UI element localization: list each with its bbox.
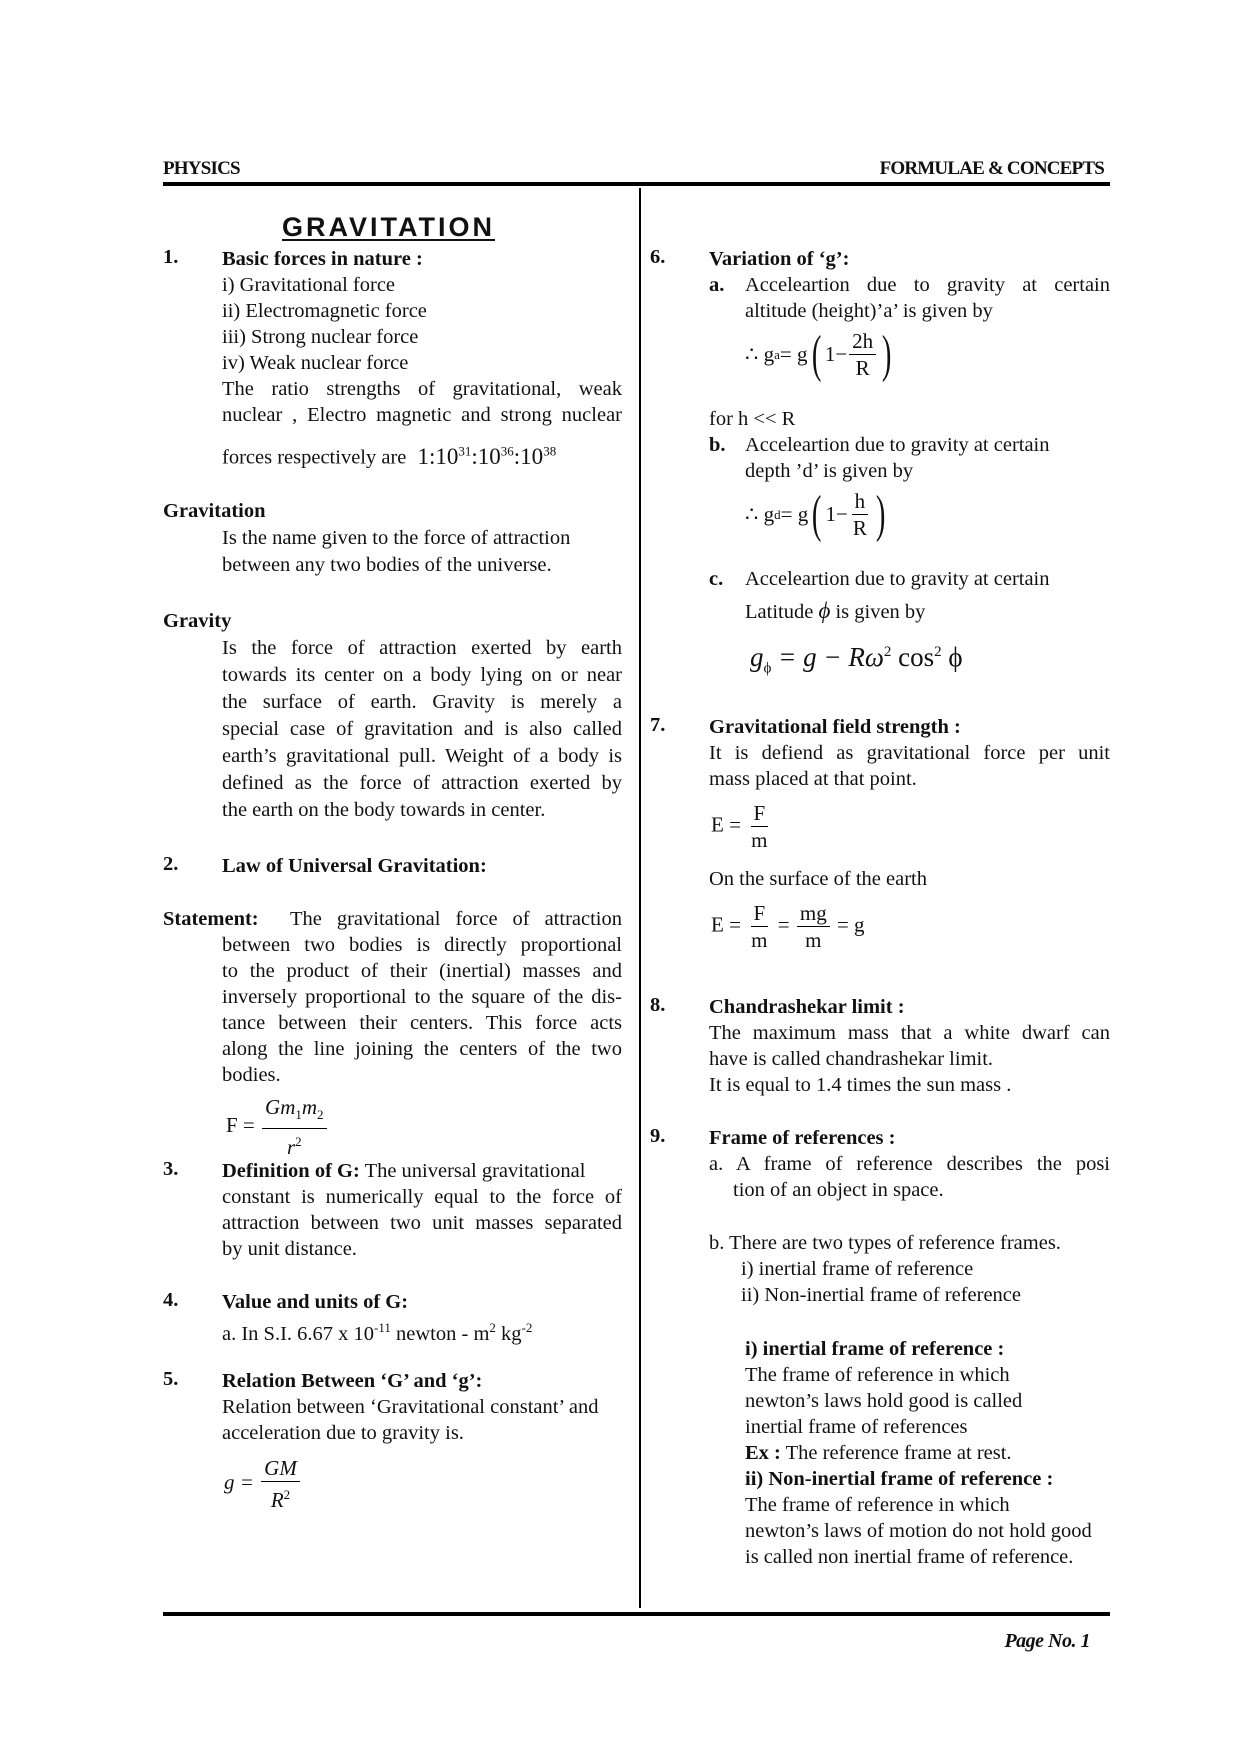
paragraph-line: inertial frame of references <box>745 1416 968 1438</box>
subsection-b-label: b. <box>709 434 726 456</box>
paragraph-line: special case of gravitation and is also called <box>222 718 622 740</box>
section-5-number: 5. <box>163 1368 179 1390</box>
gravity-heading: Gravity <box>163 610 232 632</box>
section-4-heading: Value and units of G: <box>222 1291 409 1313</box>
section-9-heading: Frame of references : <box>709 1127 896 1149</box>
latitude-formula: $g_\phi = g - R\omega^2$ $\cos^2 \phi$ <box>750 642 963 677</box>
paragraph-line: newton’s laws of motion do not hold good <box>745 1520 1092 1542</box>
paragraph-line: acceleration due to gravity is. <box>222 1422 464 1444</box>
paragraph-line: It is equal to 1.4 times the sun mass . <box>709 1074 1012 1096</box>
paragraph-line: tance between their centers. This force acts <box>222 1012 622 1034</box>
paragraph-line: earth’s gravitational pull. Weight of a body is <box>222 745 622 767</box>
paragraph-line: by unit distance. <box>222 1238 357 1260</box>
section-4-number: 4. <box>163 1289 179 1311</box>
frame-type-item: i) inertial frame of reference <box>741 1258 974 1280</box>
ratio-formula: $1:10^{31}:10^{36}:10^{38}$ <box>417 443 557 469</box>
paragraph-line: Acceleartion due to gravity at certain <box>745 434 1050 456</box>
paragraph-line: nuclear , Electro magnetic and strong nuclear <box>222 404 622 426</box>
section-6-heading: Variation of ‘g’: <box>709 248 850 270</box>
noninertial-heading: ii) Non-inertial frame of reference : <box>745 1468 1054 1490</box>
section-2-heading: Law of Universal Gravitation: <box>222 855 487 877</box>
paragraph-line: On the surface of the earth <box>709 868 927 890</box>
paragraph-line: is called non inertial frame of reference. <box>745 1546 1074 1568</box>
force-item: iii) Strong nuclear force <box>222 326 419 348</box>
paragraph-line: It is defiend as gravitational force per unit <box>709 742 1110 764</box>
statement-line: Statement: The gravitational force of attraction <box>163 908 622 930</box>
paragraph-line: Is the name given to the force of attraction <box>222 527 571 549</box>
paragraph-line: the surface of earth. Gravity is merely a <box>222 691 622 713</box>
footer-rule <box>163 1612 1110 1616</box>
latitude-line: Latitude ϕ is given by <box>745 598 926 623</box>
paragraph-line: a. A frame of reference describes the posi <box>709 1153 1110 1175</box>
paragraph-line: Is the force of attraction exerted by earth <box>222 637 622 659</box>
depth-formula: ∴ g d = g ( 1− $\frac{h}{R}$ ) <box>745 485 886 543</box>
paragraph-line: constant is numerically equal to the force of <box>222 1186 622 1208</box>
section-8-number: 8. <box>650 994 666 1016</box>
paragraph-line: towards its center on a body lying on or near <box>222 664 622 686</box>
inertial-heading: i) inertial frame of reference : <box>745 1338 1005 1360</box>
page-title: GRAVITATION <box>282 212 495 242</box>
force-item: ii) Electromagnetic force <box>222 300 427 322</box>
paragraph-line: mass placed at that point. <box>709 768 917 790</box>
section-8-heading: Chandrashekar limit : <box>709 996 905 1018</box>
paragraph-line: Acceleartion due to gravity at certain <box>745 568 1050 590</box>
subsection-a-label: a. <box>709 274 725 296</box>
paragraph-line: altitude (height)’a’ is given by <box>745 300 993 322</box>
paragraph-line: The frame of reference in which <box>745 1494 1010 1516</box>
section-1-number: 1. <box>163 246 179 268</box>
field-strength-formula: E = $\frac{F}{m}$ <box>711 801 768 852</box>
section-7-number: 7. <box>650 714 666 736</box>
header-title: FORMULAE & CONCEPTS <box>879 158 1104 179</box>
surface-field-formula: E = $\frac{F}{m}$ = $\frac{mg}{m}$ = g <box>711 901 865 952</box>
newton-gravitation-formula: F = $\frac{Gm_1m_2}{r^2}$ <box>226 1094 329 1160</box>
paragraph-line: along the line joining the centers of the two <box>222 1038 622 1060</box>
paragraph-line: The ratio strengths of gravitational, weak <box>222 378 622 400</box>
paragraph-line: to the product of their (inertial) masses and <box>222 960 622 982</box>
gravitation-heading: Gravitation <box>163 500 266 522</box>
column-divider <box>639 188 641 1608</box>
paragraph-line: newton’s laws hold good is called <box>745 1390 1023 1412</box>
paragraph-line: Relation between ‘Gravitational constant’ and <box>222 1396 599 1418</box>
example-line: Ex : The reference frame at rest. <box>745 1442 1012 1464</box>
paragraph-line: have is called chandrashekar limit. <box>709 1048 994 1070</box>
section-9-number: 9. <box>650 1125 666 1147</box>
section-2-number: 2. <box>163 853 179 875</box>
header-subject: PHYSICS <box>163 158 240 179</box>
paragraph-line: Acceleartion due to gravity at certain <box>745 274 1110 296</box>
paragraph-line: The frame of reference in which <box>745 1364 1010 1386</box>
force-item: iv) Weak nuclear force <box>222 352 409 374</box>
section-3-first-line: Definition of G: The universal gravitational <box>222 1160 586 1182</box>
condition-text: for h << R <box>709 408 796 430</box>
force-item: i) Gravitational force <box>222 274 396 296</box>
altitude-formula: ∴ g a = g ( 1− $\frac{2h}{R}$ ) <box>745 325 892 383</box>
paragraph-line: attraction between two unit masses separated <box>222 1212 622 1234</box>
section-7-heading: Gravitational field strength : <box>709 716 961 738</box>
paragraph-line: bodies. <box>222 1064 281 1086</box>
paragraph-line: inversely proportional to the square of the dis- <box>222 986 622 1008</box>
paragraph-line: b. There are two types of reference frames. <box>709 1232 1061 1254</box>
section-5-heading: Relation Between ‘G’ and ‘g’: <box>222 1370 483 1392</box>
paragraph-line: defined as the force of attraction exerted by <box>222 772 622 794</box>
page-number: Page No. 1 <box>1004 1630 1090 1652</box>
paragraph-line: between two bodies is directly proportional <box>222 934 622 956</box>
ratio-line <box>222 438 622 471</box>
ratio-text: forces respectively are <box>222 446 407 469</box>
subsection-c-label: c. <box>709 568 724 590</box>
paragraph-line: the earth on the body towards in center. <box>222 799 546 821</box>
frame-type-item: ii) Non-inertial frame of reference <box>741 1284 1022 1306</box>
section-1-heading: Basic forces in nature : <box>222 248 423 270</box>
g-relation-formula: g = $\frac{GM}{R^2}$ <box>224 1455 302 1513</box>
paragraph-line: between any two bodies of the universe. <box>222 554 552 576</box>
g-value-line: a. In S.I. 6.67 x $10^{-11}$ newton - $m^2$ $kg^{-2}$ <box>222 1320 533 1345</box>
header-rule <box>163 182 1110 186</box>
section-3-number: 3. <box>163 1158 179 1180</box>
paragraph-line: The maximum mass that a white dwarf can <box>709 1022 1110 1044</box>
paragraph-line: tion of an object in space. <box>733 1179 944 1201</box>
section-6-number: 6. <box>650 246 666 268</box>
section-3-heading: Definition of G: <box>222 1160 360 1182</box>
paragraph-line: depth ’d’ is given by <box>745 460 914 482</box>
statement-label: Statement: <box>163 908 259 930</box>
